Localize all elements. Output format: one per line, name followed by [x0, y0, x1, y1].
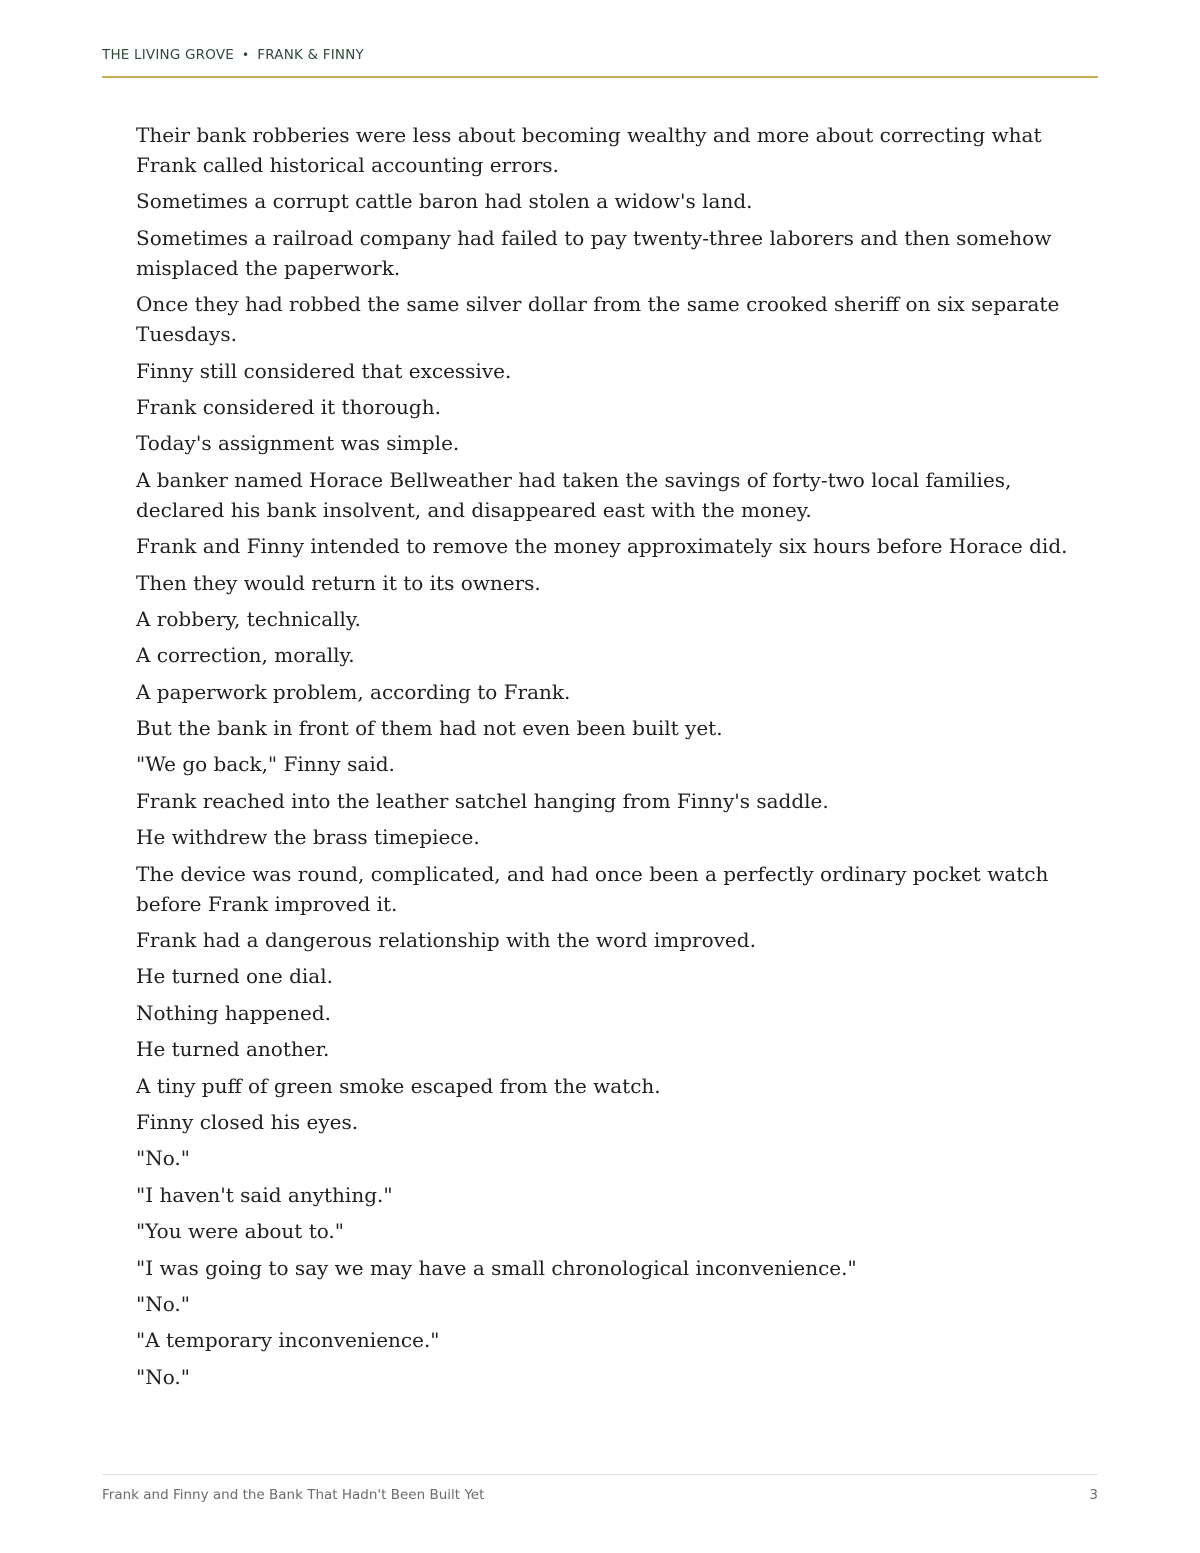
- paragraph: Frank considered it thorough.: [136, 394, 441, 419]
- header-book-title: FRANK & FINNY: [257, 47, 364, 63]
- paragraph: But the bank in front of them had not even been built yet.: [136, 716, 723, 741]
- paragraph: Frank and Finny intended to remove the money approximately six hours before Horace did.: [136, 534, 1068, 559]
- paragraph: "No.": [136, 1291, 190, 1316]
- paragraph: "A temporary inconvenience.": [136, 1328, 440, 1353]
- paragraph: "I was going to say we may have a small chronological inconvenience.": [136, 1255, 857, 1280]
- paragraph: He turned one dial.: [136, 964, 333, 989]
- paragraph: Sometimes a railroad company had failed to pay twenty-three laborers and then somehow misplaced the paperwork.: [136, 225, 1052, 280]
- paragraph: A tiny puff of green smoke escaped from the watch.: [136, 1073, 661, 1098]
- paragraph: He turned another.: [136, 1037, 330, 1062]
- running-footer: [102, 1474, 1098, 1503]
- story-body: [136, 120, 1076, 1398]
- paragraph: A paperwork problem, according to Frank.: [136, 679, 571, 704]
- paragraph: Finny closed his eyes.: [136, 1109, 359, 1134]
- paragraph: A robbery, technically.: [136, 606, 361, 631]
- paragraph: Frank reached into the leather satchel hanging from Finny's saddle.: [136, 788, 829, 813]
- paragraph: Finny still considered that excessive.: [136, 358, 512, 383]
- paragraph: A banker named Horace Bellweather had taken the savings of forty-two local families, declared his bank insolvent, and disappeared east with the money.: [136, 467, 1012, 522]
- paragraph: Once they had robbed the same silver dollar from the same crooked sheriff on six separate Tuesdays.: [136, 292, 1060, 347]
- paragraph: He withdrew the brass timepiece.: [136, 825, 480, 850]
- paragraph: A correction, morally.: [136, 643, 355, 668]
- paragraph: Their bank robberies were less about becoming wealthy and more about correcting what Frank called historical accounting errors.: [136, 123, 1042, 177]
- header-separator: •: [241, 48, 250, 62]
- paragraph: Today's assignment was simple.: [136, 431, 460, 456]
- page-number: 3: [1089, 1487, 1098, 1503]
- paragraph: "We go back," Finny said.: [136, 752, 395, 777]
- running-header: [102, 46, 1098, 78]
- header-series-title: THE LIVING GROVE: [102, 47, 234, 63]
- paragraph: Nothing happened.: [136, 1000, 332, 1025]
- footer-title: Frank and Finny and the Bank That Hadn't Been Built Yet: [102, 1487, 485, 1503]
- paragraph: Then they would return it to its owners.: [136, 570, 541, 595]
- paragraph: "I haven't said anything.": [136, 1182, 393, 1207]
- paragraph: Sometimes a corrupt cattle baron had stolen a widow's land.: [136, 189, 753, 214]
- paragraph: "You were about to.": [136, 1219, 344, 1244]
- paragraph: "No.": [136, 1146, 190, 1171]
- paragraph: "No.": [136, 1364, 190, 1389]
- paragraph: The device was round, complicated, and had once been a perfectly ordinary pocket watch before Frank improved it.: [136, 861, 1049, 916]
- paragraph: Frank had a dangerous relationship with the word improved.: [136, 928, 756, 953]
